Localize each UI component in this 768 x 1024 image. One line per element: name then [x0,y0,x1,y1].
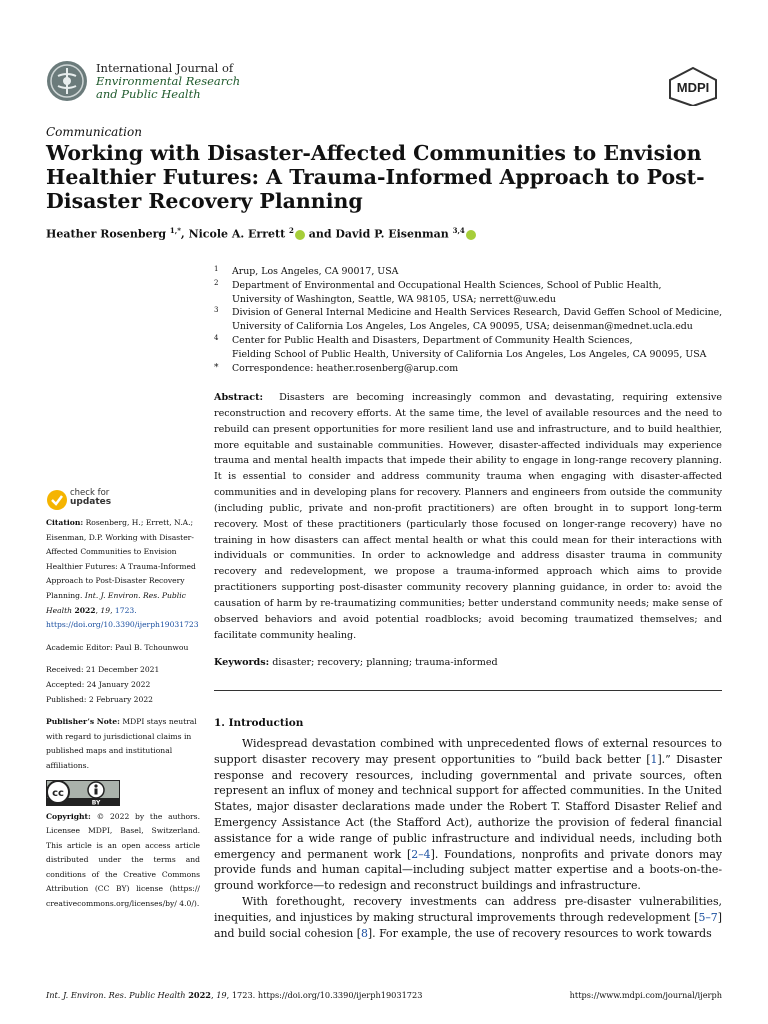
check-for-updates-badge[interactable] [46,487,166,515]
cc-badge-text: BY [91,799,101,806]
correspondence: * Correspondence: heather.rosenberg@arup.com [214,362,459,374]
mdpi-logo-text: MDPI [676,80,710,95]
journal-name-line2: Environmental Research [96,74,241,88]
abstract-text: Disasters are becoming increasingly common and devastating, requiring extensive reconstruction and recovery efforts. At the same time, the level of available resources and the need to rebuild can present opportunities for more resilient land use and infrastructure, and to build healthier, more equitable and sustainable communities. However, disaster-affected individuals may experience trauma and mental health impacts that impede their ability to engage in long-range recovery planning. It is essential to consider and address community trauma when engaging with disaster-affected communities and in developing plans for recovery. Planners and engineers from outside the community (including public, private and non-profit practitioners) are often brought in to support long-term recovery. Most of these practitioners (particularly those focused on longer-range recovery) have no training in how disasters can affect mental health or what this could mean for their interactions with individuals or communities. In order to acknowledge and address disaster trauma in community recovery and redevelopment, we propose a trauma-informed approach which aims to provide practitioners supporting post-disaster community recovery planning guidance, in order to: avoid the causation of harm by re-traumatizing communities; better understand community needs; make sense of observed behaviors and avoid potential roadblocks; avoid becoming traumatized themselves; and facilitate community healing. [214,392,722,641]
journal-name-line1: International Journal of [96,61,234,75]
abstract [214,390,722,644]
received-date: Received: 21 December 2021 [46,665,160,675]
citation: Citation: Rosenberg, H.; Errett, N.A.; Eisenman, D.P. Working with Disaster-Affected Communities to Envision Healthier Futures: A Trauma-Informed Approach to Post-Disaster Recovery Planning. Int. J. Environ. Res. Public Health 2022, 19, 1723. https://doi.org/10.3390/ijerph19031723 [46,518,199,630]
footer-journal-url[interactable]: https://www.mdpi.com/journal/ijerph [569,990,722,1000]
reference-link[interactable]: 5–7 [698,910,718,924]
author-name: Nicole A. Errett [188,227,286,241]
journal-logo [46,60,88,102]
citation-doi-link[interactable]: 1723. https://doi.org/10.3390/ijerph19031723 [46,605,199,630]
orcid-icon[interactable] [466,230,476,240]
author-name: David P. Eisenman [335,227,449,241]
footer-citation: Int. J. Environ. Res. Public Health 2022, 19, 1723. https://doi.org/10.3390/ijerph19031723 [46,990,423,1000]
affiliation-item: 2 Department of Environmental and Occupational Health Sciences, School of Public Health, University of Washington, Seattle, WA 98105, USA; nerrett@uw.edu [214,278,662,305]
introduction-body [214,736,722,941]
article-type: Communication [46,125,142,139]
section-divider [214,690,722,691]
check-updates-icon [46,489,68,511]
journal-name [96,62,240,101]
author-affiliation-marker: 1,* [169,226,181,235]
journal-name-line3: and Public Health [96,87,201,101]
section-heading-introduction: 1. Introduction [214,717,304,729]
article-title: Working with Disaster-Affected Communities to Envision Healthier Futures: A Trauma-Informed Approach to Post-Disaster Recovery Planning [46,141,705,213]
affiliation-item: 4 Center for Public Health and Disasters, Department of Community Health Sciences, Fielding School of Public Health, University of California Los Angeles, Los Angeles, CA 90095, USA [214,333,707,360]
accepted-date: Accepted: 24 January 2022 [46,679,151,689]
paragraph: Widespread devastation combined with unprecedented flows of external resources to support disaster recovery may present opportunities to “build back better [1].” Disaster response and recovery resources, including governmental and private sources, often represent an influx of money and technical support for affected communities. In the United States, major disaster declarations made under the Robert T. Stafford Disaster Relief and Emergency Assistance Act (the Stafford Act), authorize the provision of federal financial assistance for a wide range of public infrastructure and individual needs, including both emergency and permanent work [2–4]. Foundations, nonprofits and private donors may provide funds and human capital—including subject matter expertise and a boots-on-the-ground workforce—to redesign and reconstruct buildings and infrastructure. [214,737,723,893]
reference-link[interactable]: 2–4 [411,847,431,861]
keywords-label: Keywords: [214,657,270,668]
affiliations [214,265,724,375]
author-name: Heather Rosenberg [46,227,167,241]
affiliation-item: 3 Division of General Internal Medicine and Health Services Research, David Geffen School of Medicine, University of California Los Angeles, Los Angeles, CA 90095, USA; deisenman@mednet.ucla.edu [214,306,723,333]
check-updates-line2: updates [70,497,112,507]
author-affiliation-marker: 3,4 [452,226,465,235]
publisher-note: Publisher’s Note: MDPI stays neutral with regard to jurisdictional claims in published maps and institutional affiliations. [46,717,197,770]
reference-link[interactable]: 1 [650,752,658,766]
mdpi-logo [666,66,720,106]
author-affiliation-marker: 2 [289,226,294,235]
cc-by-license-icon[interactable] [46,780,120,806]
keywords-text: disaster; recovery; planning; trauma-informed [272,657,498,668]
orcid-icon[interactable] [295,230,305,240]
published-date: Published: 2 February 2022 [46,694,153,704]
paragraph: With forethought, recovery investments can address pre-disaster vulnerabilities, inequities, and injustices by making structural improvements through redevelopment [5–7] and build social cohesion [8]. For example, the use of recovery resources to work towards [214,894,722,940]
article-info-sidebar [46,516,200,912]
reference-link[interactable]: 8 [360,926,368,940]
check-updates-line1: check for [70,488,110,498]
author-list: Heather Rosenberg $^{1,*}$, Nicole A. Errett $^2$ and David P. Eisenman $^{3,4}$ [46,226,476,241]
abstract-label: Abstract: [214,392,264,403]
citation-label: Citation: [46,518,84,527]
academic-editor: Academic Editor: Paul B. Tchounwou [46,642,189,652]
svg-text:cc: cc [52,787,64,799]
keywords [214,657,722,668]
copyright-notice: Copyright: © 2022 by the authors. Licensee MDPI, Basel, Switzerland. This article is an open access article distributed under the terms and conditions of the Creative Commons Attribution (CC BY) license (https:// creativecommons.org/licenses/by/ 4.0/). [46,811,200,909]
affiliation-item: 1 Arup, Los Angeles, CA 90017, USA [214,265,399,277]
